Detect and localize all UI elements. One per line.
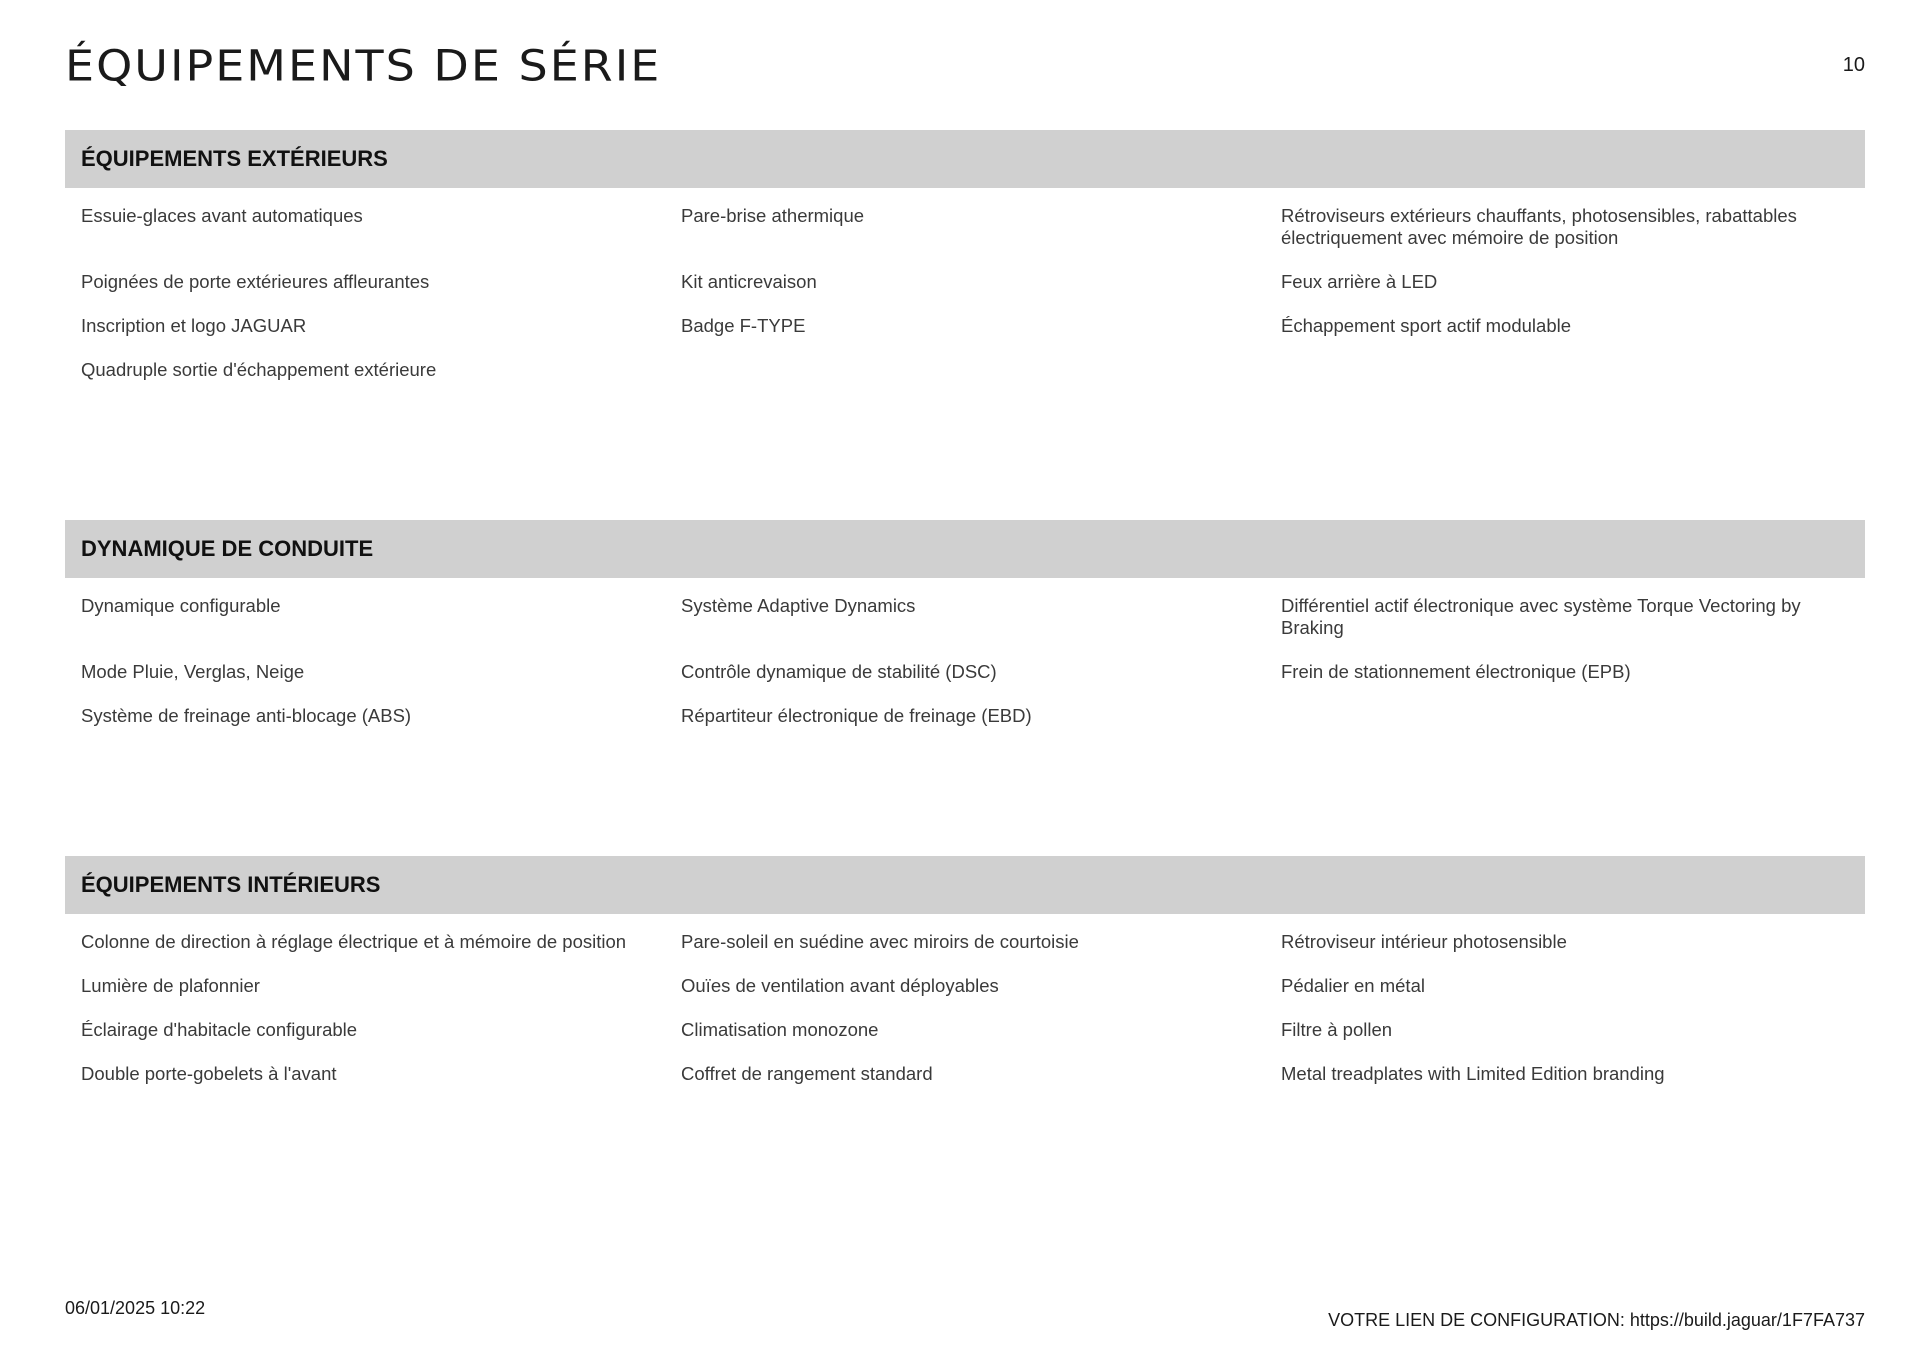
list-item: Inscription et logo JAGUAR [81, 315, 307, 336]
section-driving-dynamics [65, 520, 1865, 727]
list-item: Coffret de rangement standard [681, 1063, 933, 1084]
list-item: Contrôle dynamique de stabilité (DSC) [681, 661, 997, 682]
list-item: Filtre à pollen [1281, 1019, 1393, 1040]
list-item: Système Adaptive Dynamics [681, 595, 916, 616]
list-item: Pare-brise athermique [681, 205, 865, 226]
footer-date: 06/01/2025 10:22 [65, 1298, 206, 1318]
list-item: Essuie-glaces avant automatiques [81, 205, 363, 226]
configuration-link[interactable]: VOTRE LIEN DE CONFIGURATION: https://build.jaguar/1F7FA737 [1328, 1310, 1865, 1330]
equipment-list [65, 914, 1865, 1085]
section-interior-equipment [65, 856, 1865, 1085]
list-item: Différentiel actif électronique avec système Torque Vectoring by Braking [1281, 595, 1801, 638]
list-item: Frein de stationnement électronique (EPB) [1281, 661, 1631, 682]
list-item: Climatisation monozone [681, 1019, 879, 1040]
list-item: Lumière de plafonnier [81, 975, 260, 996]
list-item: Échappement sport actif modulable [1281, 315, 1572, 336]
list-item: Poignées de porte extérieures affleurantes [81, 271, 430, 292]
list-item: Colonne de direction à réglage électrique et à mémoire de position [81, 931, 627, 952]
equipment-list [65, 578, 1865, 727]
list-item: Rétroviseur intérieur photosensible [1281, 931, 1567, 952]
list-item: Kit anticrevaison [681, 271, 817, 292]
section-header: DYNAMIQUE DE CONDUITE [65, 520, 1865, 578]
list-item: Rétroviseurs extérieurs chauffants, photosensibles, rabattables électriquement avec mémoire de position [1281, 205, 1797, 248]
equipment-list [65, 188, 1865, 381]
list-item: Quadruple sortie d'échappement extérieure [81, 359, 437, 380]
list-item: Metal treadplates with Limited Edition branding [1281, 1063, 1665, 1084]
page-title: ÉQUIPEMENTS DE SÉRIE [65, 40, 662, 91]
list-item: Pare-soleil en suédine avec miroirs de courtoisie [681, 931, 1079, 952]
section-exterior-equipment [65, 130, 1865, 381]
list-item: Double porte-gobelets à l'avant [81, 1063, 337, 1084]
section-header: ÉQUIPEMENTS INTÉRIEURS [65, 856, 1865, 914]
page-number: 10 [1842, 54, 1865, 76]
list-item: Badge F-TYPE [681, 315, 806, 336]
list-item: Répartiteur électronique de freinage (EBD) [681, 705, 1032, 726]
list-item: Dynamique configurable [81, 595, 281, 616]
list-item: Système de freinage anti-blocage (ABS) [81, 705, 412, 726]
section-header: ÉQUIPEMENTS EXTÉRIEURS [65, 130, 1865, 188]
list-item: Pédalier en métal [1281, 975, 1425, 996]
list-item: Feux arrière à LED [1281, 271, 1438, 292]
list-item: Éclairage d'habitacle configurable [81, 1019, 358, 1040]
list-item: Ouïes de ventilation avant déployables [681, 975, 999, 996]
list-item: Mode Pluie, Verglas, Neige [81, 661, 305, 682]
